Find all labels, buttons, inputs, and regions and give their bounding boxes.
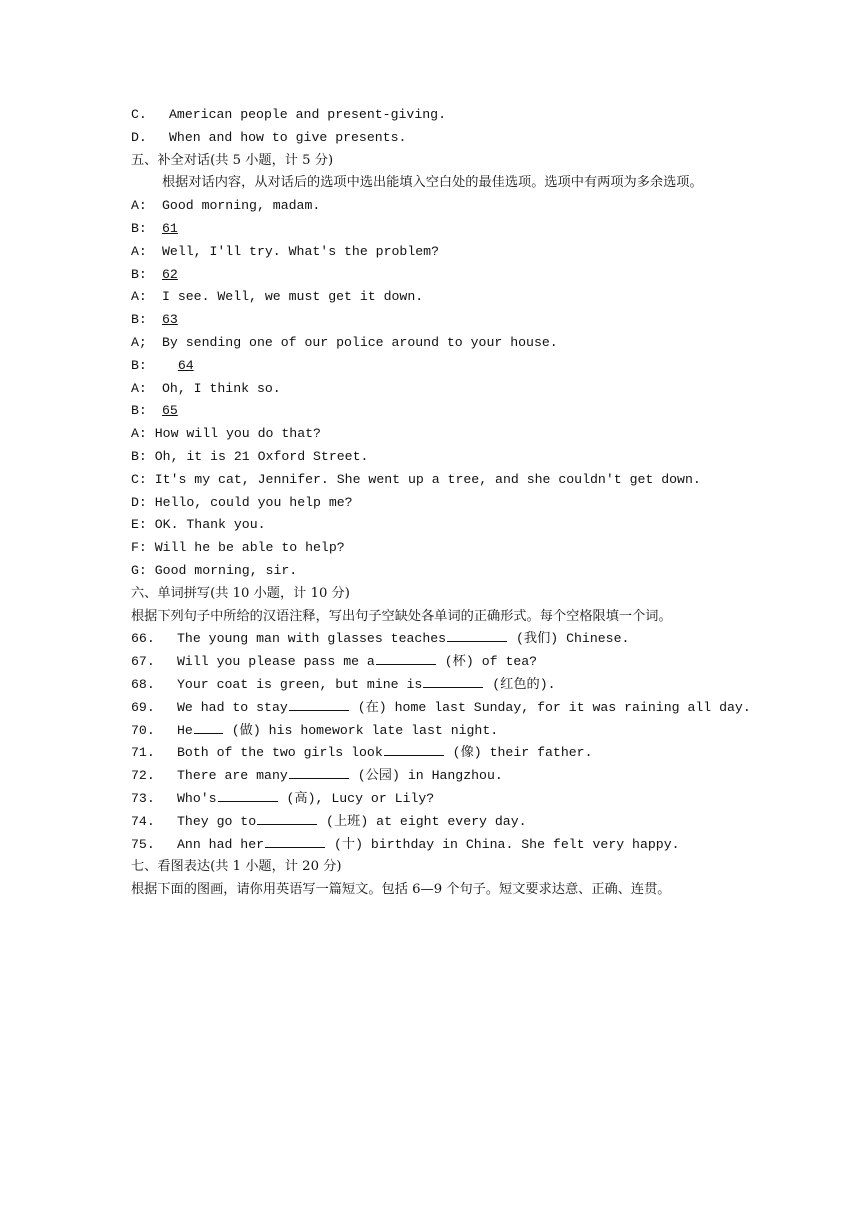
section7-instructions: 根据下面的图画，请你用英语写一篇短文。包括 6—9 个句子。短文要求达意、正确、连贯。 (131, 882, 671, 898)
answer-blank (265, 835, 325, 848)
spelling-item-66: 66. The young man with glasses teaches (我们) Chinese. (131, 631, 630, 647)
spelling-item-75: 75. Ann had her (十) birthday in China. She felt very happy. (131, 836, 680, 852)
dialogue-line: A: Oh, I think so. (131, 380, 281, 396)
answer-blank (194, 721, 223, 734)
answer-option-b: B: Oh, it is 21 Oxford Street. (131, 448, 369, 464)
dialogue-line: A: I see. Well, we must get it down. (131, 289, 424, 305)
dialogue-blank-63: B: 63 (131, 312, 178, 328)
answer-blank (384, 743, 444, 756)
answer-option-a: A: How will you do that? (131, 426, 321, 442)
answer-option-f: F: Will he be able to help? (131, 540, 345, 556)
section6-instructions: 根据下列句子中所给的汉语注释，写出句子空缺处各单词的正确形式。每个空格限填一个词。 (131, 608, 672, 624)
blank-number: 63 (162, 312, 178, 328)
answer-blank (423, 675, 483, 688)
option-c: C. American people and present-giving. (131, 107, 446, 122)
answer-blank (218, 789, 278, 802)
spelling-item-70: 70. He (做) his homework late last night. (131, 722, 499, 738)
spelling-item-68: 68. Your coat is green, but mine is (红色的). (131, 676, 556, 692)
spelling-item-72: 72. There are many (公园) in Hangzhou. (131, 768, 503, 784)
answer-blank (257, 812, 317, 825)
answer-blank (376, 652, 436, 665)
dialogue-blank-62: B: 62 (131, 266, 178, 282)
dialogue-blank-65: B: 65 (131, 403, 178, 419)
spelling-item-67: 67. Will you please pass me a (杯) of tea? (131, 654, 538, 670)
answer-option-d: D: Hello, could you help me? (131, 494, 353, 510)
blank-number: 64 (177, 357, 194, 373)
dialogue-line: A; By sending one of our police around to your house. (131, 334, 558, 350)
section6-title: 六、单词拼写(共 10 小题，计 10 分) (131, 585, 350, 601)
answer-option-e: E: OK. Thank you. (131, 517, 266, 533)
dialogue-blank-64: B: 64 (131, 357, 194, 373)
spelling-item-69: 69. We had to stay (在) home last Sunday, for it was raining all day. (131, 699, 751, 715)
section5-instructions: 根据对话内容，从对话后的选项中选出能填入空白处的最佳选项。选项中有两项为多余选项。 (162, 175, 703, 191)
dialogue-line: A: Good morning, madam. (131, 198, 321, 214)
answer-blank (447, 629, 507, 642)
spelling-item-73: 73. Who's (高), Lucy or Lily? (131, 790, 435, 806)
dialogue-line: A: Well, I'll try. What's the problem? (131, 243, 439, 259)
dialogue-blank-61: B: 61 (131, 220, 178, 236)
answer-option-c: C: It's my cat, Jennifer. She went up a tree, and she couldn't get down. (131, 471, 701, 487)
option-d: D. When and how to give presents. (131, 129, 407, 145)
blank-number: 62 (162, 266, 178, 282)
answer-blank (289, 698, 349, 711)
blank-number: 61 (162, 220, 178, 236)
spelling-item-71: 71. Both of the two girls look (像) their father. (131, 745, 593, 761)
answer-blank (289, 766, 349, 779)
section5-title: 五、补全对话(共 5 小题，计 5 分) (131, 152, 334, 168)
document-page (131, 104, 751, 902)
answer-option-g: G: Good morning, sir. (131, 562, 298, 578)
blank-number: 65 (162, 403, 178, 419)
section7-title: 七、看图表达(共 1 小题，计 20 分) (131, 859, 342, 875)
spelling-item-74: 74. They go to (上班) at eight every day. (131, 813, 527, 829)
